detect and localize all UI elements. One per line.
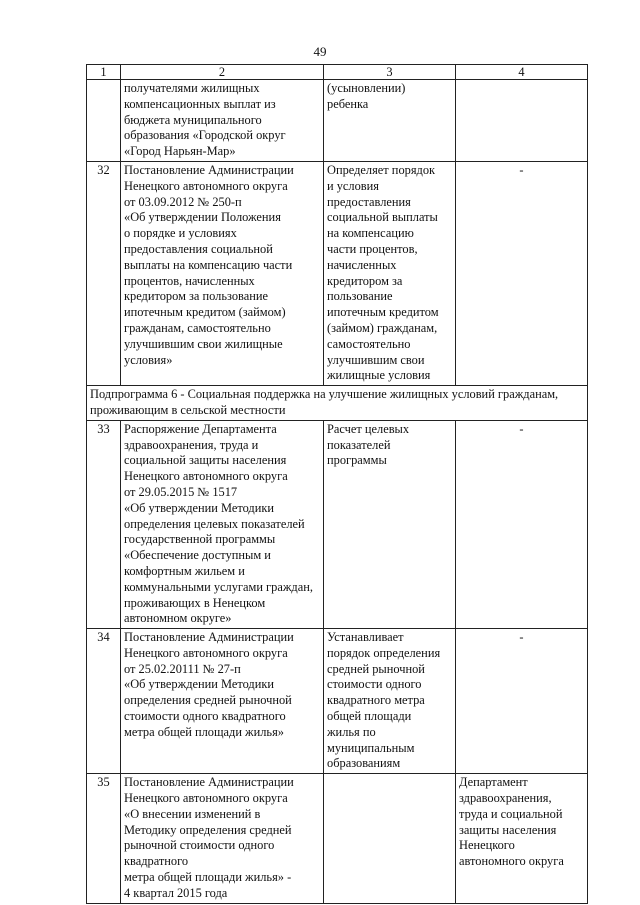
cell-line: «Об утверждении Положения (124, 210, 281, 225)
cell-line: «О внесении изменений в (124, 806, 261, 821)
cell-line: - (519, 421, 524, 436)
cell-line: (займом) гражданам, (327, 320, 438, 335)
cell-line: образования «Городской округ (124, 128, 286, 143)
cell-line: Ненецкого (459, 838, 515, 853)
cell-line: «Обеспечение доступным и (124, 548, 271, 563)
subprogram-heading-line: Подпрограмма 6 - Социальная поддержка на улучшение жилищных условий гражданам, (90, 387, 559, 402)
cell-line: квадратного (124, 854, 189, 869)
table-row (87, 774, 588, 903)
row-number: 34 (87, 629, 121, 774)
cell-line: Департамент (459, 775, 528, 790)
cell-line: от 29.05.2015 № 1517 (124, 484, 238, 499)
cell-line: компенсационных выплат из (124, 96, 276, 111)
cell-line: здравоохранения, труда и (124, 437, 259, 452)
cell-line: кредитором за пользование (124, 289, 268, 304)
cell-line: на компенсацию (327, 226, 414, 241)
cell-line: метра общей площади жилья» - (124, 870, 292, 885)
cell-line: Методику определения средней (124, 822, 292, 837)
cell-line: метра общей площади жилья» (124, 724, 284, 739)
cell-line: социальной защиты населения (124, 453, 287, 468)
header-cell-2: 2 (121, 65, 324, 80)
subprogram-heading-line: проживающим в сельской местности (90, 402, 286, 417)
cell-line: Постановление Администрации (124, 162, 294, 177)
cell-line: программы (327, 453, 387, 468)
table-row (87, 420, 588, 628)
cell-line: ипотечным кредитом (327, 305, 439, 320)
cell-line: Распоряжение Департамента (124, 421, 277, 436)
cell-line: самостоятельно (327, 336, 411, 351)
cell-line: улучшившим свои жилищные (124, 336, 283, 351)
cell-line: 4 квартал 2015 года (124, 885, 228, 900)
cell-line: Определяет порядок (327, 162, 436, 177)
cell-line: автономного округа (459, 854, 564, 869)
cell-line: о порядке и условиях (124, 226, 237, 241)
cell-line: коммунальными услугами граждан, (124, 579, 313, 594)
responsible-cell (456, 80, 588, 162)
document-name-cell (121, 161, 324, 385)
cell-line: «Об утверждении Методики (124, 677, 275, 692)
cell-line: здравоохранения, (459, 791, 552, 806)
cell-line: «Город Нарьян-Мар» (124, 144, 236, 159)
responsible-cell (456, 161, 588, 385)
cell-line: условия» (124, 352, 173, 367)
cell-line: предоставления (327, 194, 411, 209)
row-number: 35 (87, 774, 121, 903)
cell-line: труда и социальной (459, 806, 563, 821)
cell-line: ипотечным кредитом (займом) (124, 305, 286, 320)
cell-line: Устанавливает (327, 630, 404, 645)
cell-line: определения целевых показателей (124, 516, 305, 531)
table-header-row (87, 65, 588, 80)
cell-line: выплаты на компенсацию части (124, 257, 293, 272)
cell-line: процентов, начисленных (124, 273, 255, 288)
cell-line: проживающих в Ненецком (124, 595, 266, 610)
cell-line: Ненецкого автономного округа (124, 469, 288, 484)
header-cell-4: 4 (456, 65, 588, 80)
cell-line: жилья по (327, 724, 376, 739)
cell-line: ребенка (327, 96, 369, 111)
cell-line: от 03.09.2012 № 250-п (124, 194, 242, 209)
cell-line: Расчет целевых (327, 421, 410, 436)
cell-line: защиты населения (459, 822, 557, 837)
table-row (87, 629, 588, 774)
cell-line: Ненецкого автономного округа (124, 645, 288, 660)
purpose-cell (324, 420, 456, 628)
cell-line: пользование (327, 289, 393, 304)
cell-line: жилищные условия (327, 368, 431, 383)
cell-line: стоимости одного (327, 677, 422, 692)
cell-line: - (519, 162, 524, 177)
cell-line: получателями жилищных (124, 81, 260, 95)
cell-line: гражданам, самостоятельно (124, 320, 271, 335)
document-name-cell (121, 80, 324, 162)
cell-line: социальной выплаты (327, 210, 438, 225)
cell-line: (усыновлении) (327, 81, 406, 95)
cell-line: автономном округе» (124, 611, 232, 626)
document-name-cell (121, 629, 324, 774)
cell-line: Ненецкого автономного округа (124, 178, 288, 193)
cell-line: предоставления социальной (124, 241, 273, 256)
cell-line: бюджета муниципального (124, 112, 262, 127)
cell-line: улучшившим свои (327, 352, 425, 367)
table-row (87, 161, 588, 385)
responsible-cell (456, 420, 588, 628)
cell-line: - (519, 630, 524, 645)
table-row (87, 80, 588, 162)
cell-line: начисленных (327, 257, 397, 272)
cell-line: рыночной стоимости одного (124, 838, 275, 853)
cell-line: квадратного метра (327, 693, 425, 708)
header-cell-3: 3 (324, 65, 456, 80)
document-name-cell (121, 420, 324, 628)
purpose-cell (324, 80, 456, 162)
header-cell-1: 1 (87, 65, 121, 80)
purpose-cell (324, 774, 456, 903)
document-name-cell (121, 774, 324, 903)
cell-line: Постановление Администрации (124, 630, 294, 645)
cell-line: от 25.02.20111 № 27-п (124, 661, 241, 676)
responsible-cell (456, 774, 588, 903)
cell-line: общей площади (327, 709, 412, 724)
cell-line: стоимости одного квадратного (124, 709, 286, 724)
cell-line: определения средней рыночной (124, 693, 292, 708)
responsible-cell (456, 629, 588, 774)
subprogram-heading (87, 386, 588, 421)
cell-line: порядок определения (327, 645, 441, 660)
cell-line: части процентов, (327, 241, 418, 256)
document-table (86, 64, 588, 904)
page-number: 49 (313, 44, 327, 59)
cell-line: кредитором за (327, 273, 403, 288)
cell-line: муниципальным (327, 740, 415, 755)
cell-line: Ненецкого автономного округа (124, 791, 288, 806)
cell-line: средней рыночной (327, 661, 425, 676)
purpose-cell (324, 161, 456, 385)
cell-line: государственной программы (124, 532, 276, 547)
cell-line: «Об утверждении Методики (124, 500, 275, 515)
cell-line: показателей (327, 437, 391, 452)
row-number (87, 80, 121, 162)
purpose-cell (324, 629, 456, 774)
subprogram-row (87, 386, 588, 421)
cell-line: и условия (327, 178, 379, 193)
cell-line: Постановление Администрации (124, 775, 294, 790)
cell-line: образованиям (327, 756, 401, 771)
row-number: 33 (87, 420, 121, 628)
cell-line: комфортным жильем и (124, 563, 245, 578)
row-number: 32 (87, 161, 121, 385)
